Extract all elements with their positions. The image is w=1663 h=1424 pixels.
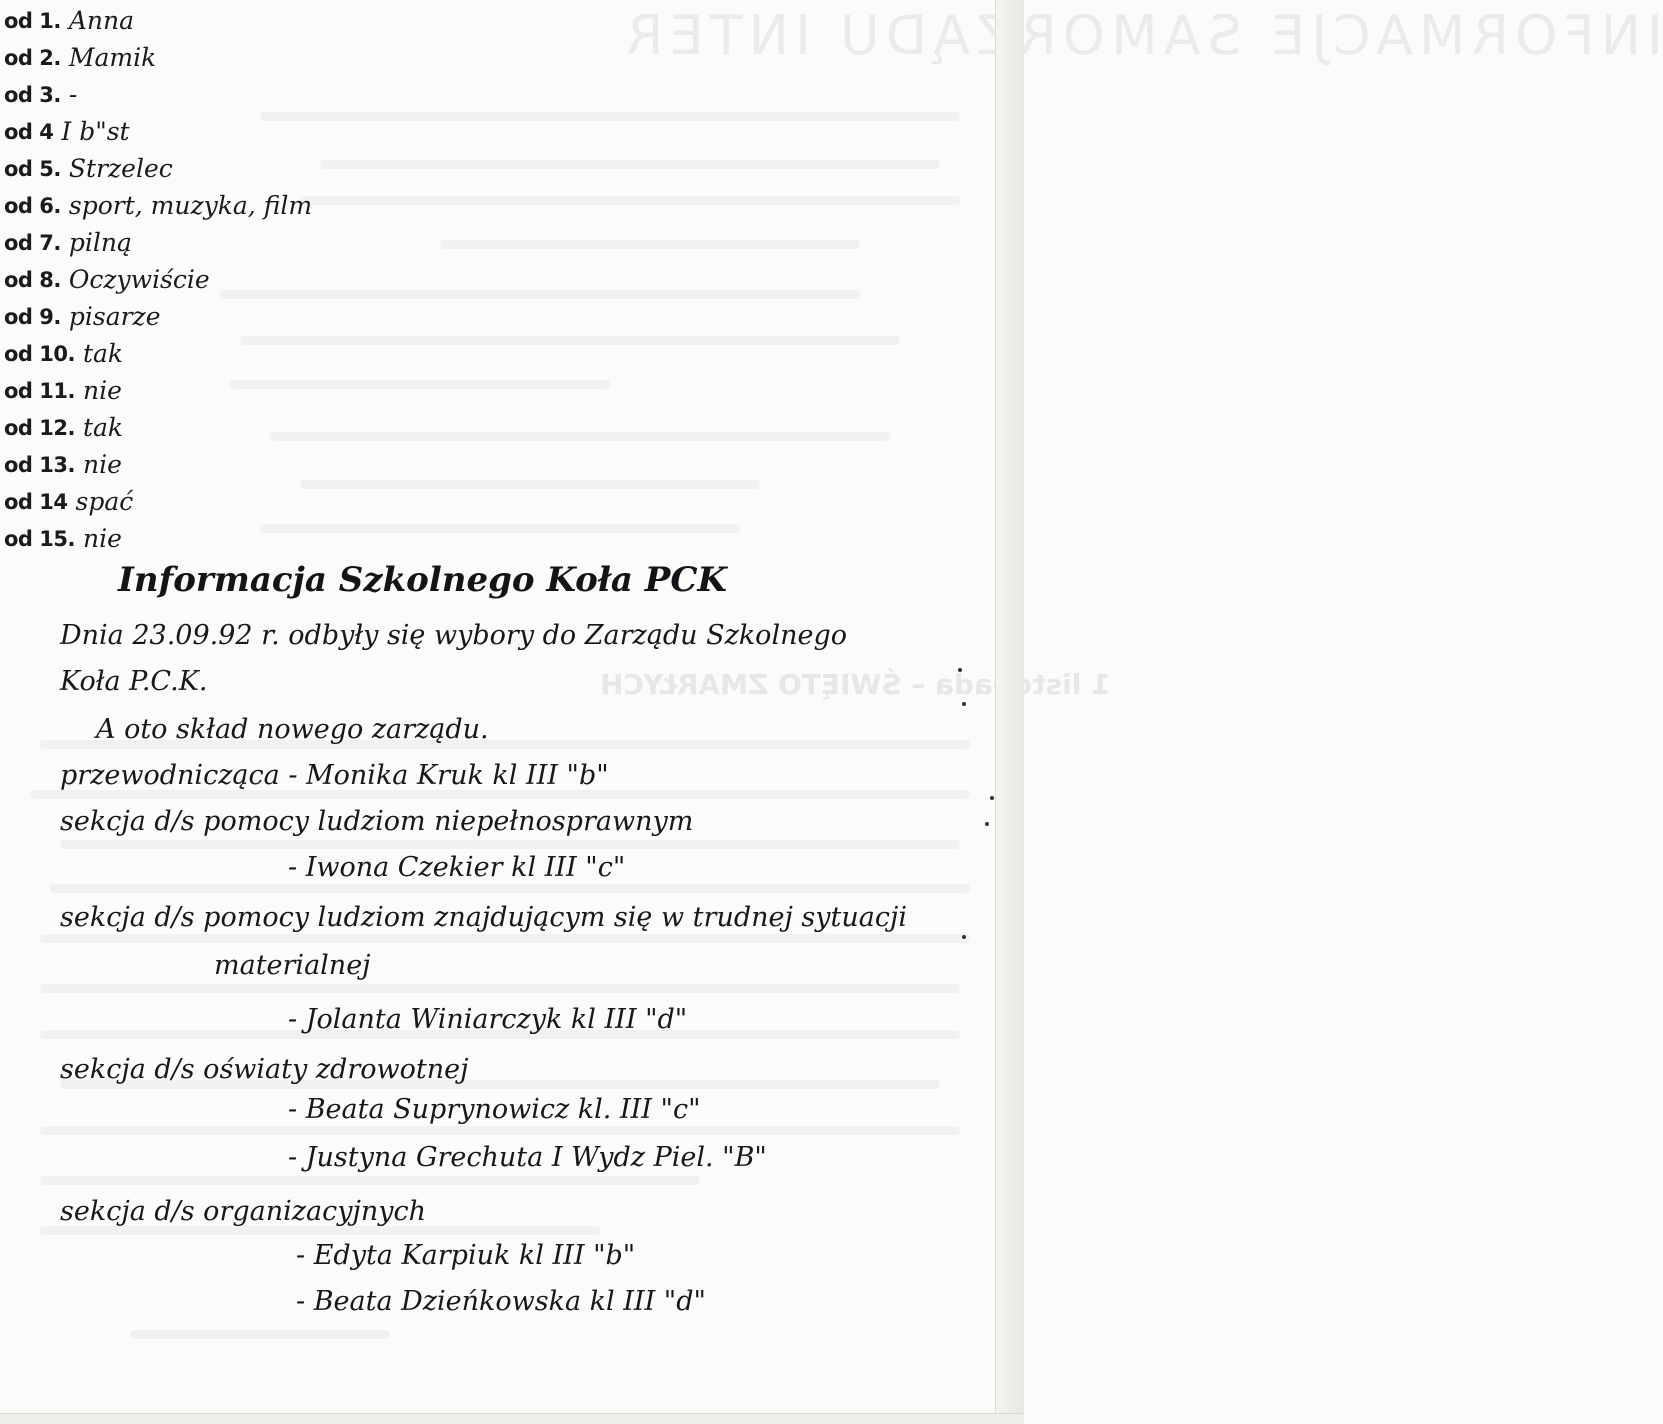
member-line: - Beata Dzieńkowska kl III "d" — [296, 1286, 706, 1317]
section-heading-continued: materialnej — [214, 950, 371, 981]
answer-label: od 2. — [4, 45, 61, 70]
answer-label: od 10. — [4, 341, 75, 366]
answer-label: od 14 — [4, 489, 68, 514]
ink-speck — [985, 822, 989, 826]
answer-text: nie — [82, 450, 122, 479]
section-heading: sekcja d/s organizacyjnych — [60, 1196, 426, 1227]
section-heading: sekcja d/s oświaty zdrowotnej — [60, 1054, 469, 1085]
answer-row — [4, 187, 404, 224]
answer-label: od 3. — [4, 82, 61, 107]
member-line: - Edyta Karpiuk kl III "b" — [296, 1240, 636, 1271]
answer-text: Anna — [68, 6, 135, 35]
bleed-line — [40, 1126, 960, 1135]
answer-label: od 15. — [4, 526, 75, 551]
chairperson-line: przewodnicząca - Monika Kruk kl III "b" — [60, 760, 609, 791]
answer-text: Oczywiście — [68, 265, 210, 294]
bleed-line — [50, 884, 970, 893]
answer-text: spać — [75, 487, 134, 516]
answer-text: nie — [82, 376, 122, 405]
bleed-line — [440, 240, 860, 249]
answer-row — [4, 2, 404, 39]
answer-text: - — [68, 80, 78, 109]
answer-row — [4, 76, 404, 113]
answer-label: od 6. — [4, 193, 61, 218]
ink-speck — [962, 935, 966, 939]
intro-line: Koła P.C.K. — [60, 666, 208, 697]
paper-right-edge — [995, 0, 1024, 1424]
bleed-line — [60, 840, 960, 849]
member-line: - Justyna Grechuta I Wydz Piel. "B" — [288, 1142, 767, 1173]
bleed-line — [40, 1176, 700, 1185]
answer-row — [4, 483, 404, 520]
answer-row — [4, 335, 404, 372]
bleed-line — [40, 934, 970, 943]
answer-label: od 7. — [4, 230, 61, 255]
answer-row — [4, 150, 404, 187]
answer-row — [4, 298, 404, 335]
answer-label: od 9. — [4, 304, 61, 329]
answer-label: od 12. — [4, 415, 75, 440]
member-line: - Beata Suprynowicz kl. III "c" — [288, 1094, 701, 1125]
bleed-line — [40, 984, 960, 993]
bleed-line — [320, 160, 940, 169]
answer-label: od 13. — [4, 452, 75, 477]
document-title: Informacja Szkolnego Koła PCK — [118, 560, 727, 600]
answer-row — [4, 446, 404, 483]
answer-label: od 11. — [4, 378, 75, 403]
composition-intro: A oto skład nowego zarządu. — [96, 714, 489, 745]
bleed-line — [130, 1330, 390, 1339]
answer-text: pilną — [68, 228, 132, 257]
answer-row — [4, 409, 404, 446]
intro-line: Dnia 23.09.92 r. odbyły się wybory do Zarządu Szkolnego — [60, 620, 847, 651]
answer-text: pisarze — [68, 302, 161, 331]
answer-label: od 1. — [4, 8, 61, 33]
answer-list — [4, 2, 404, 557]
member-line: - Iwona Czekier kl III "c" — [288, 852, 626, 883]
answer-text: tak — [82, 413, 124, 442]
answer-text: I b"st — [61, 117, 130, 146]
paper-bottom-edge — [0, 1413, 1024, 1424]
answer-text: nie — [82, 524, 122, 553]
ink-speck — [958, 668, 962, 672]
answer-row — [4, 113, 404, 150]
ink-speck — [990, 796, 994, 800]
answer-row — [4, 520, 404, 557]
bleed-ghost-heading: INFORMACJE SAMORZĄDU INTER — [620, 4, 1663, 67]
answer-row — [4, 224, 404, 261]
answer-row — [4, 372, 404, 409]
answer-label: od 5. — [4, 156, 61, 181]
bleed-line — [30, 790, 970, 799]
section-heading: sekcja d/s pomocy ludziom znajdującym się w trudnej sytuacji — [60, 902, 908, 933]
section-heading: sekcja d/s pomocy ludziom niepełnosprawnym — [60, 806, 694, 837]
answer-text: sport, muzyka, film — [68, 191, 313, 220]
member-line: - Jolanta Winiarczyk kl III "d" — [288, 1004, 688, 1035]
answer-row — [4, 39, 404, 76]
bleed-line — [40, 1226, 600, 1235]
answer-text: tak — [82, 339, 124, 368]
answer-label: od 4 — [4, 119, 54, 144]
answer-label: od 8. — [4, 267, 61, 292]
ink-speck — [962, 702, 966, 706]
bleed-ghost-subheading: 1 listopada – ŚWIĘTO ZMARŁYCH — [600, 668, 1111, 701]
answer-row — [4, 261, 404, 298]
answer-text: Mamik — [68, 43, 157, 72]
answer-text: Strzelec — [68, 154, 173, 183]
